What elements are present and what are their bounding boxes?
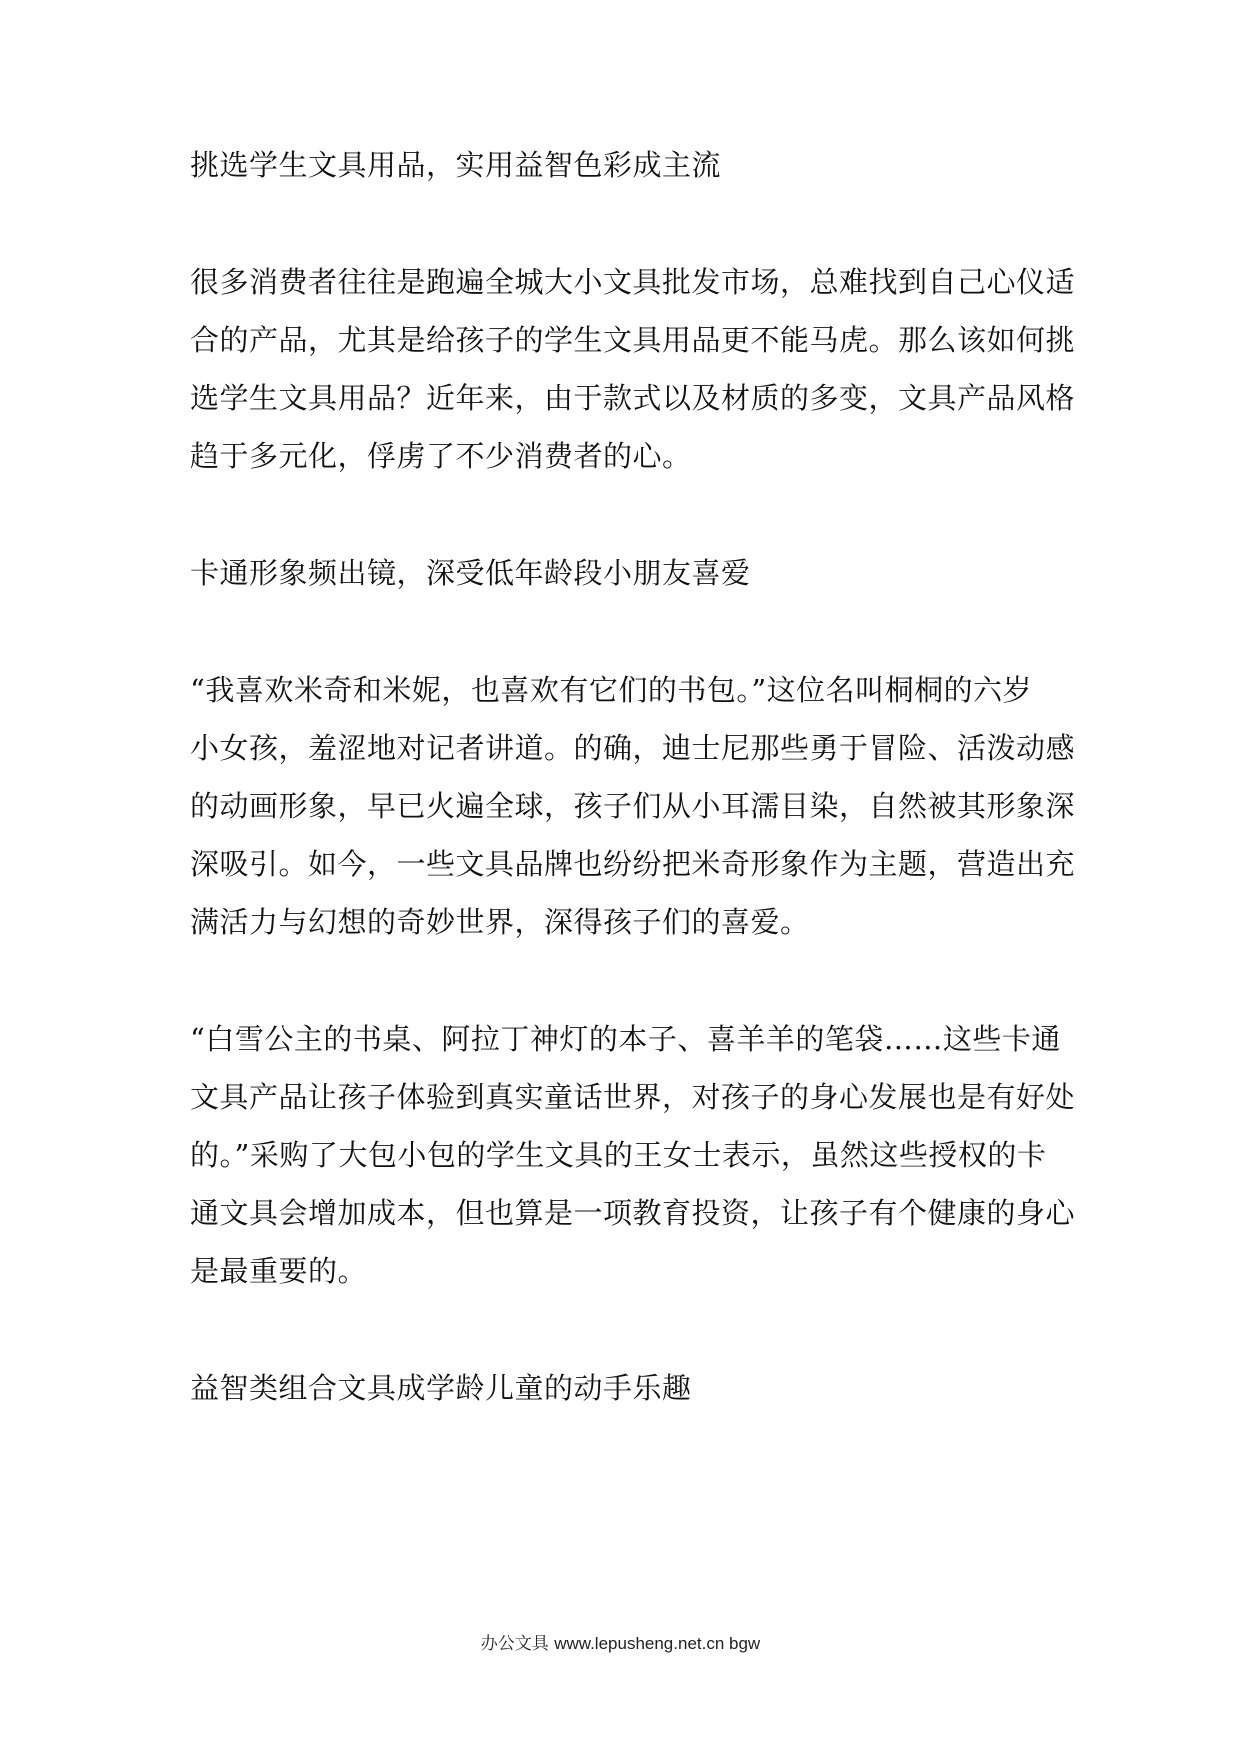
footer-url: www.lepusheng.net.cn bgw xyxy=(554,1634,761,1653)
paragraph-line: 通文具会增加成本，但也算是一项教育投资，让孩子有个健康的身心 xyxy=(190,1196,1076,1230)
paragraph-line: 是最重要的。 xyxy=(190,1254,368,1288)
paragraph-line: 文具产品让孩子体验到真实童话世界，对孩子的身心发展也是有好处 xyxy=(190,1080,1076,1114)
section-heading: 益智类组合文具成学龄儿童的动手乐趣 xyxy=(190,1371,692,1405)
paragraph-line: 的动画形象，早已火遍全球，孩子们从小耳濡目染，自然被其形象深 xyxy=(190,789,1076,823)
footer-label: 办公文具 xyxy=(480,1634,549,1654)
page-footer xyxy=(0,1632,1241,1656)
paragraph-line: 深吸引。如今，一些文具品牌也纷纷把米奇形象作为主题，营造出充 xyxy=(190,847,1076,881)
section-heading: 挑选学生文具用品，实用益智色彩成主流 xyxy=(190,148,722,182)
paragraph-line: 合的产品，尤其是给孩子的学生文具用品更不能马虎。那么该如何挑 xyxy=(190,323,1076,357)
paragraph-line: “我喜欢米奇和米妮，也喜欢有它们的书包。”这位名叫桐桐的六岁 xyxy=(190,673,1033,707)
paragraph-line: “白雪公主的书桌、阿拉丁神灯的本子、喜羊羊的笔袋……这些卡通 xyxy=(190,1022,1061,1056)
paragraph-line: 的。”采购了大包小包的学生文具的王女士表示，虽然这些授权的卡 xyxy=(190,1138,1047,1172)
paragraph-line: 小女孩，羞涩地对记者讲道。的确，迪士尼那些勇于冒险、活泼动感 xyxy=(190,731,1076,765)
document-page xyxy=(190,0,1076,1754)
section-heading: 卡通形象频出镜，深受低年龄段小朋友喜爱 xyxy=(190,556,751,590)
paragraph-line: 选学生文具用品？近年来，由于款式以及材质的多变，文具产品风格 xyxy=(190,381,1076,415)
paragraph-line: 趋于多元化，俘虏了不少消费者的心。 xyxy=(190,439,692,473)
paragraph-line: 满活力与幻想的奇妙世界，深得孩子们的喜爱。 xyxy=(190,905,810,939)
paragraph-line: 很多消费者往往是跑遍全城大小文具批发市场，总难找到自己心仪适 xyxy=(190,265,1076,299)
